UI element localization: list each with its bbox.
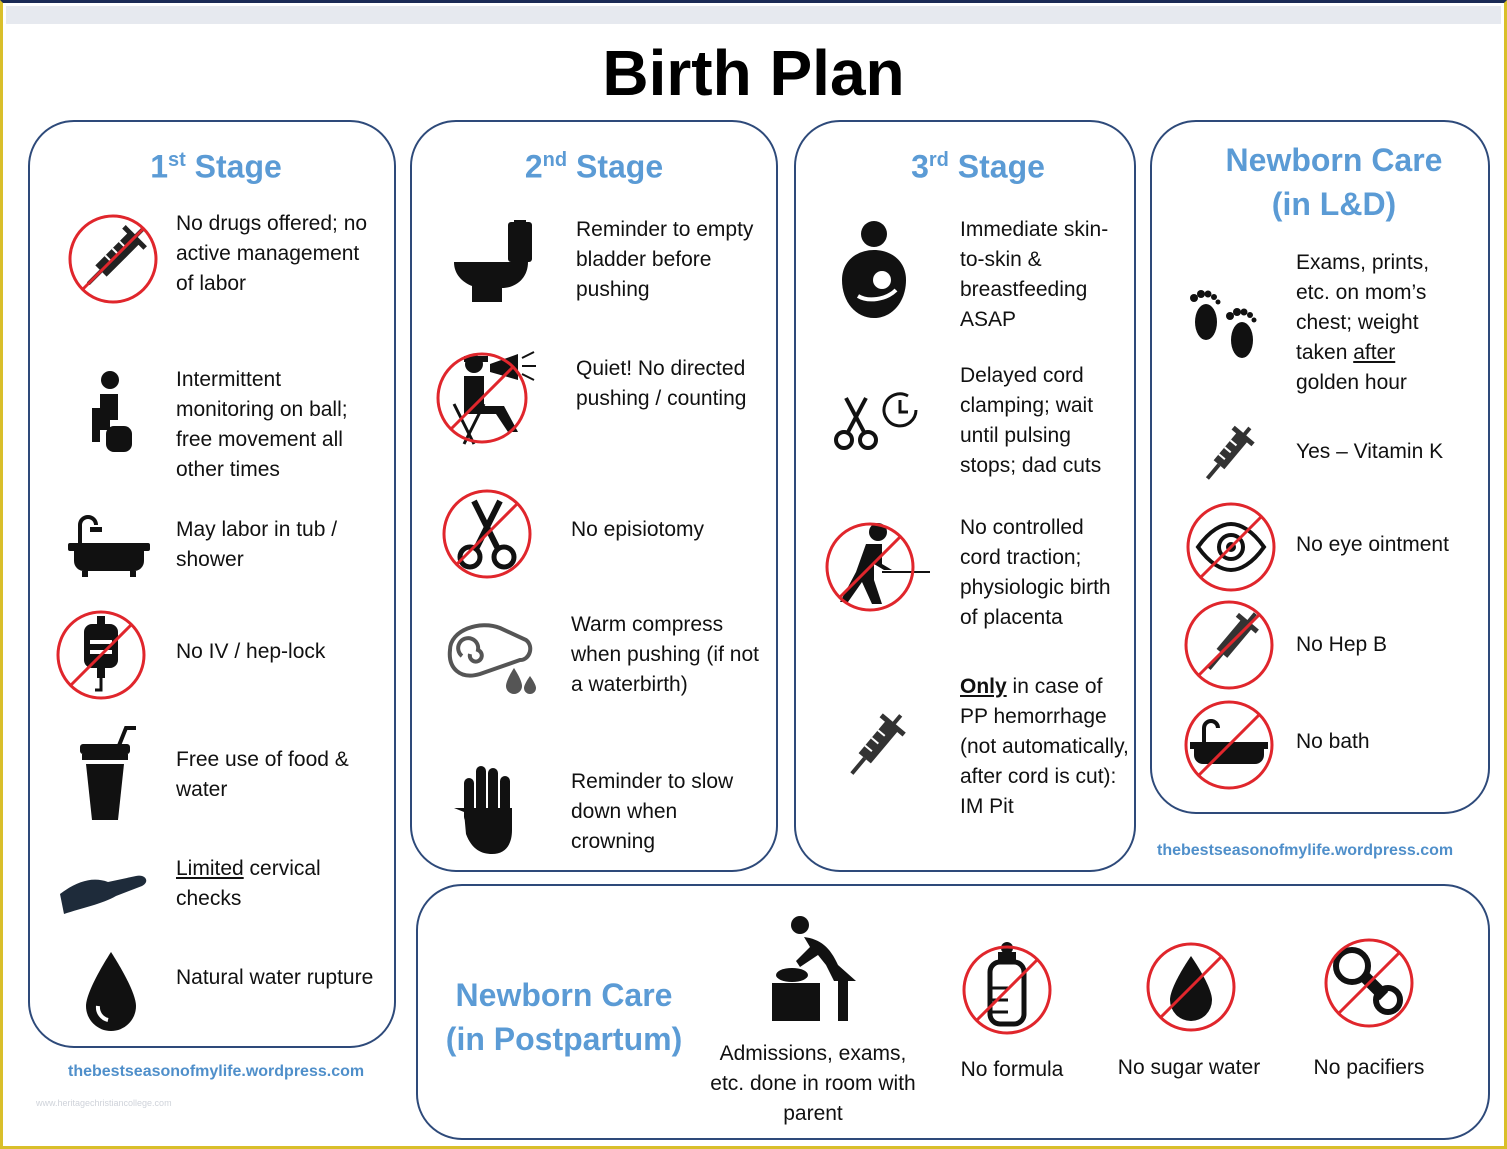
- stage3-item-1-text: Immediate skin-to-skin & breastfeeding ASAP: [960, 218, 1109, 331]
- no-bottle-icon: [960, 940, 1054, 1036]
- newborn-ld-item-2-text: Yes – Vitamin K: [1296, 440, 1444, 463]
- stage3-item-4-text: Only in case of PP hemorrhage (not automatically, after cord is cut): IM Pit: [960, 675, 1129, 818]
- no-pacifier-icon: [1322, 936, 1416, 1030]
- no-cord-traction-icon: [822, 520, 932, 614]
- page-title: Birth Plan: [602, 37, 905, 109]
- open-hand-icon: [56, 868, 152, 916]
- newborn-pp-heading: Newborn Care (in Postpartum): [445, 977, 683, 1057]
- parent-changing-baby-icon: [770, 915, 868, 1023]
- stage1-item-2-text: Intermittent monitoring on ball; free movement all other times: [176, 368, 348, 481]
- warm-towel-icon: [440, 620, 540, 700]
- stage2-item-5-text: Reminder to slow down when crowning: [571, 770, 734, 853]
- site-url-right[interactable]: thebestseasonofmylife.wordpress.com: [1157, 842, 1454, 859]
- no-megaphone-coach-icon: [434, 344, 540, 450]
- stop-hand-icon: [452, 764, 522, 856]
- newborn-ld-heading: Newborn Care (in L&D): [1225, 142, 1443, 222]
- stage2-item-4-text: Warm compress when pushing (if not a waterbirth): [571, 613, 759, 696]
- stage3-heading: 3rd Stage: [911, 148, 1045, 185]
- scissors-clock-icon: [832, 388, 922, 452]
- stage3-item-2-text: Delayed cord clamping; wait until pulsing stops; dad cuts: [960, 364, 1102, 477]
- syringe-icon: [840, 706, 910, 786]
- no-bath-icon: [1182, 698, 1276, 792]
- stage1-item-7-text: Natural water rupture: [176, 966, 374, 989]
- no-sugar-water-icon: [1144, 940, 1238, 1034]
- stage1-item-4-text: No IV / hep-lock: [176, 640, 326, 663]
- newborn-ld-item-4-text: No Hep B: [1296, 633, 1388, 656]
- stage3-item-3-text: No controlled cord traction; physiologic birth of placenta: [960, 516, 1111, 629]
- stage2-item-2-text: Quiet! No directed pushing / counting: [576, 357, 747, 410]
- stage2-heading: 2nd Stage: [524, 148, 664, 185]
- stage1-heading: 1st Stage: [150, 148, 282, 185]
- newborn-pp-item-3-text: No sugar water: [1117, 1056, 1261, 1079]
- stage2-item-3-text: No episiotomy: [571, 518, 705, 541]
- newborn-pp-item-1-text: Admissions, exams, etc. done in room with parent: [710, 1042, 916, 1125]
- no-iv-bag-icon: [54, 608, 148, 702]
- water-drop-icon: [84, 950, 138, 1032]
- person-on-ball-icon: [82, 370, 142, 456]
- newborn-pp-item-4-text: No pacifiers: [1313, 1056, 1425, 1079]
- drink-cup-icon: [78, 724, 140, 822]
- baby-feet-icon: [1186, 286, 1266, 364]
- no-scissors-icon: [440, 487, 534, 581]
- bathtub-icon: [66, 515, 152, 577]
- stage1-item-1-text: No drugs offered; no active management of labor: [176, 212, 368, 295]
- stage2-item-1-text: Reminder to empty bladder before pushing: [576, 218, 754, 301]
- toilet-icon: [452, 220, 534, 304]
- stage1-item-3-text: May labor in tub / shower: [176, 518, 338, 571]
- no-syringe-icon: [1182, 598, 1276, 692]
- newborn-ld-item-3-text: No eye ointment: [1296, 533, 1449, 556]
- newborn-ld-item-5-text: No bath: [1296, 730, 1370, 753]
- no-drugs-syringe-icon: [66, 212, 160, 306]
- syringe-icon: [1198, 420, 1258, 488]
- site-url-left[interactable]: thebestseasonofmylife.wordpress.com: [68, 1063, 365, 1080]
- newborn-ld-item-1-text: Exams, prints, etc. on mom’s chest; weight taken after golden hour: [1296, 251, 1430, 394]
- stage1-item-6-text: Limited cervical checks: [176, 857, 321, 910]
- newborn-pp-item-2-text: No formula: [960, 1058, 1064, 1081]
- stage1-item-5-text: Free use of food & water: [176, 748, 349, 801]
- no-eye-icon: [1184, 500, 1278, 594]
- breastfeeding-icon: [834, 220, 914, 322]
- watermark: www.heritagechristiancollege.com: [36, 1098, 172, 1108]
